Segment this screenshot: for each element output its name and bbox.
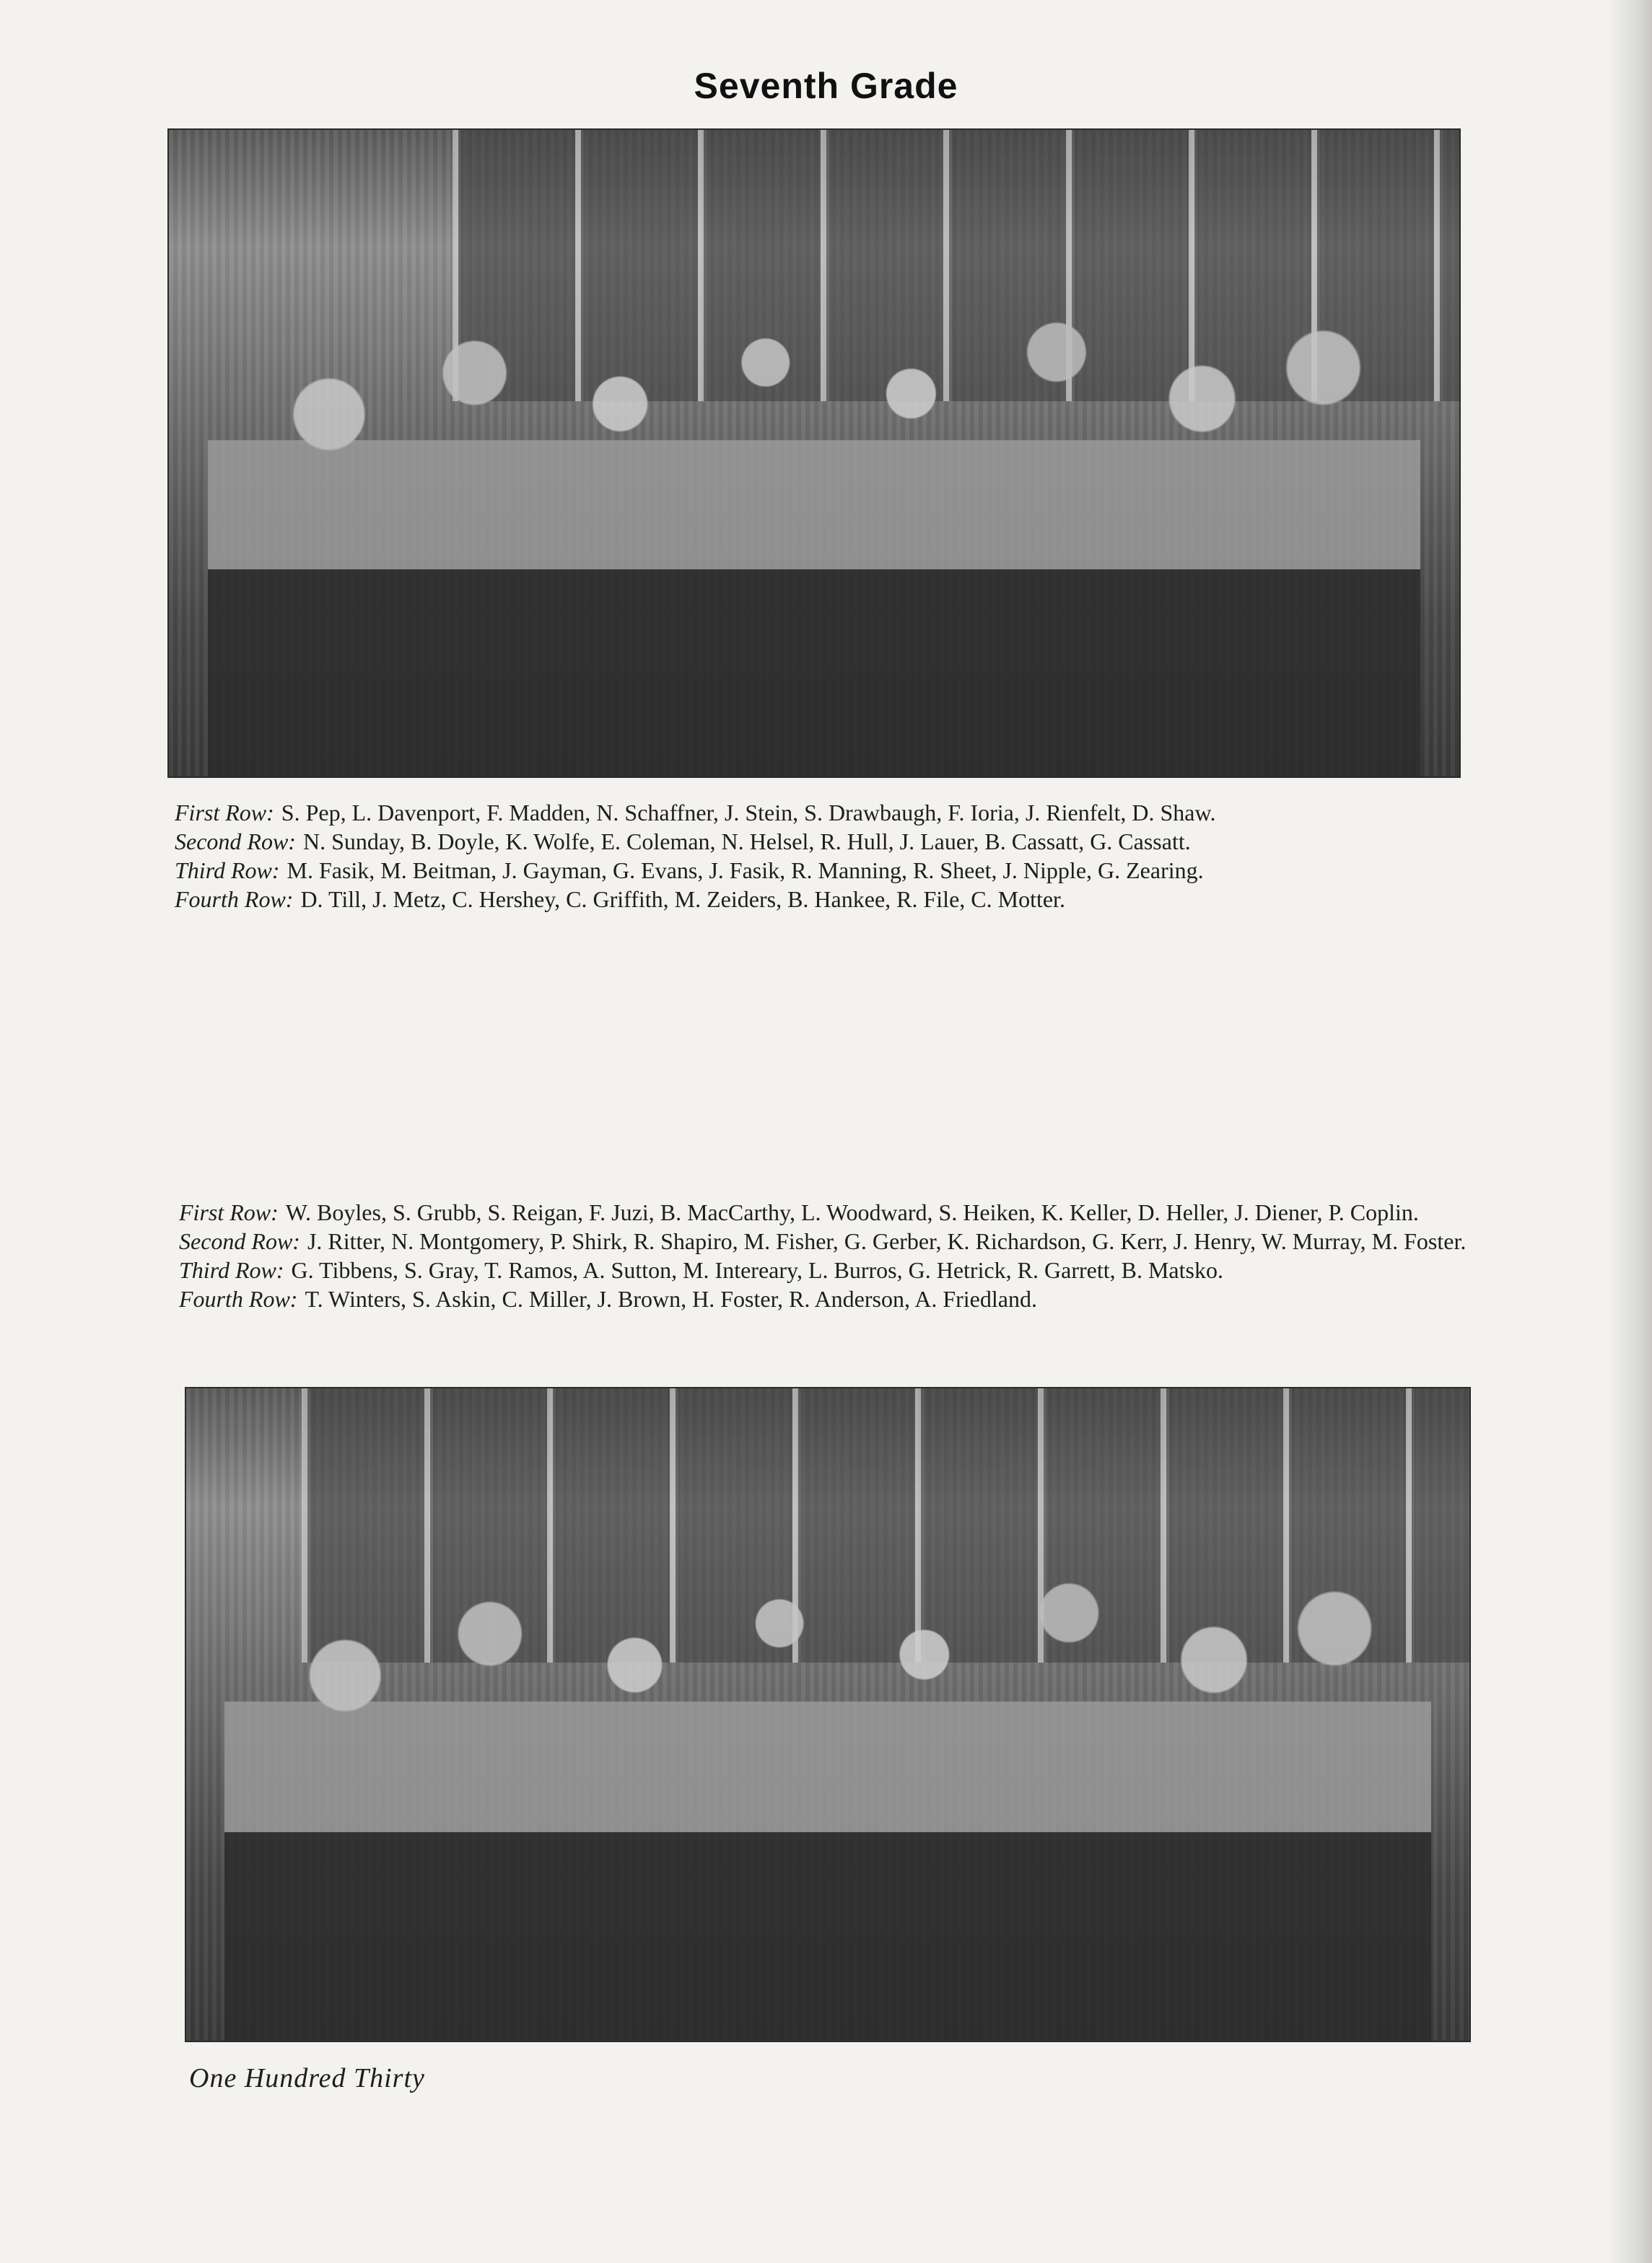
row-names: S. Pep, L. Davenport, F. Madden, N. Schaffner, J. Stein, S. Drawbaugh, F. Ioria, J. Rienfelt, D. Shaw. <box>281 800 1216 826</box>
row-label: First Row: <box>179 1199 279 1225</box>
caption-row-third <box>175 856 1474 885</box>
caption-row-third <box>179 1256 1471 1284</box>
caption-row-fourth <box>175 885 1474 914</box>
row-label: Second Row: <box>175 828 296 854</box>
row-label: Fourth Row: <box>179 1286 298 1312</box>
caption-bottom <box>179 1198 1471 1313</box>
class-photo-bottom <box>185 1387 1471 2042</box>
page-number: One Hundred Thirty <box>189 2063 425 2093</box>
caption-row-fourth <box>179 1284 1471 1313</box>
caption-row-second <box>179 1227 1471 1256</box>
row-label: Second Row: <box>179 1228 300 1254</box>
row-names: N. Sunday, B. Doyle, K. Wolfe, E. Coleman, N. Helsel, R. Hull, J. Lauer, B. Cassatt, G. Cassatt. <box>302 828 1191 854</box>
caption-top <box>175 798 1474 914</box>
caption-row-second <box>175 827 1474 856</box>
row-names: G. Tibbens, S. Gray, T. Ramos, A. Sutton, M. Intereary, L. Burros, G. Hetrick, R. Garrett, B. Matsko. <box>291 1257 1223 1283</box>
page-title: Seventh Grade <box>694 66 958 106</box>
photo-students <box>224 1519 1430 2041</box>
photo-students <box>208 259 1421 776</box>
row-names: W. Boyles, S. Grubb, S. Reigan, F. Juzi, B. MacCarthy, L. Woodward, S. Heiken, K. Keller, D. Heller, J. Diener, P. Coplin. <box>285 1199 1419 1225</box>
row-names: M. Fasik, M. Beitman, J. Gayman, G. Evans, J. Fasik, R. Manning, R. Sheet, J. Nipple, G. Zearing. <box>287 857 1204 883</box>
caption-row-first <box>175 798 1474 827</box>
row-label: Third Row: <box>175 857 280 883</box>
page-edge-shadow <box>1609 0 1652 2263</box>
row-names: J. Ritter, N. Montgomery, P. Shirk, R. Shapiro, M. Fisher, G. Gerber, K. Richardson, G. Kerr, J. Henry, W. Murray, M. Foster. <box>307 1228 1467 1254</box>
class-photo-top <box>167 128 1461 778</box>
row-label: Fourth Row: <box>175 886 294 912</box>
row-label: First Row: <box>175 800 274 826</box>
row-names: T. Winters, S. Askin, C. Miller, J. Brown, H. Foster, R. Anderson, A. Friedland. <box>305 1286 1037 1312</box>
caption-row-first <box>179 1198 1471 1227</box>
row-names: D. Till, J. Metz, C. Hershey, C. Griffith, M. Zeiders, B. Hankee, R. File, C. Motter. <box>300 886 1065 912</box>
row-label: Third Row: <box>179 1257 284 1283</box>
